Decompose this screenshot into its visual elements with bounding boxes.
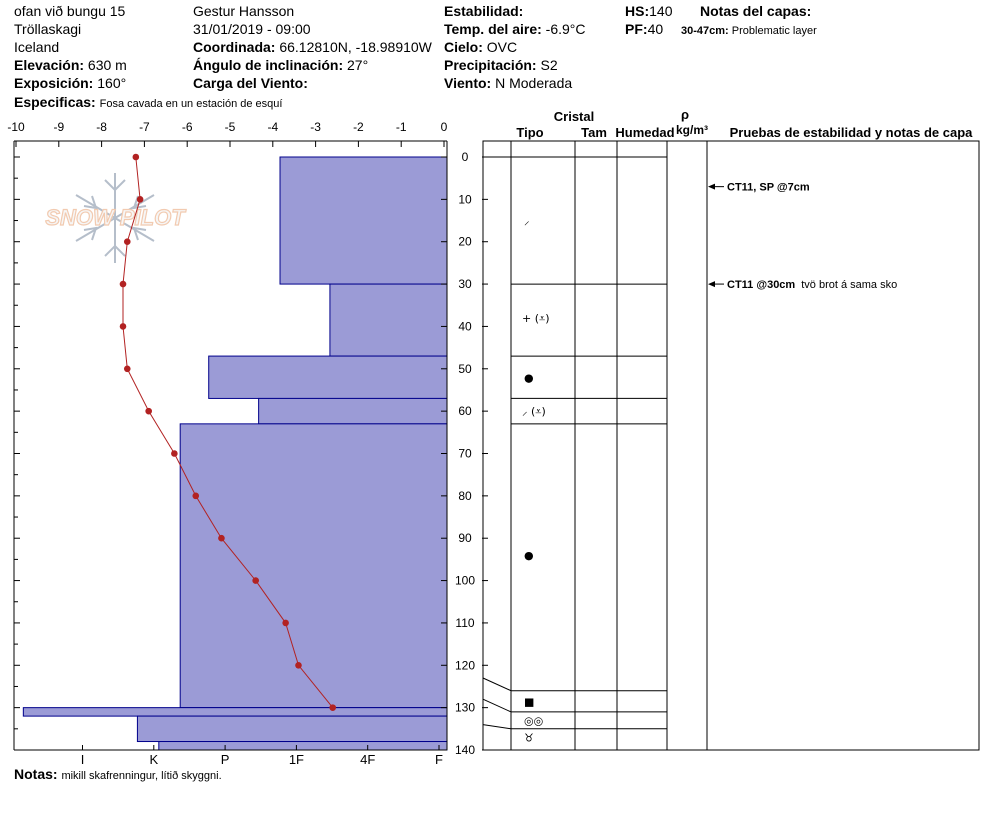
stability-test-label: CT11 @30cm — [727, 279, 796, 292]
specifics-value: Fosa cavada en un estación de esquí — [99, 98, 283, 110]
grain-type-symbol: ● — [524, 549, 534, 563]
elevation-value: 630 m — [87, 57, 127, 73]
grain-type-symbol: ⸝ (⩡) — [522, 405, 546, 419]
stability-test — [727, 279, 897, 291]
region-name: Tröllaskagi — [14, 21, 82, 37]
crystal-header: Cristal — [553, 109, 595, 124]
layer-note-range: 30-47cm: — [681, 25, 729, 37]
depth-tick-label: 60 — [458, 404, 472, 419]
site-name: ofan við bungu 15 — [14, 3, 126, 19]
hardness-label: F — [435, 752, 443, 767]
temperature-point — [295, 662, 302, 669]
temp-tick-label: -6 — [181, 120, 193, 134]
snowpilot-logo — [45, 173, 186, 263]
temp-tick-label: -1 — [395, 120, 407, 134]
wind-label: Viento: — [444, 75, 492, 91]
temperature-point — [218, 535, 225, 542]
observer-name: Gestur Hansson — [193, 3, 295, 19]
hardness-label: K — [149, 752, 159, 767]
wind-value: N Moderada — [495, 75, 573, 91]
hardness-bars — [23, 157, 447, 750]
temperature-point — [145, 408, 152, 415]
density-unit-header: kg/m³ — [675, 123, 709, 137]
hardness-bar — [159, 742, 447, 750]
hardness-bar — [180, 424, 447, 708]
depth-tick-label: 30 — [458, 277, 472, 292]
coordinates-label: Coordinada: — [193, 39, 276, 55]
hardness-bar — [23, 708, 447, 716]
temp-tick-label: -4 — [267, 120, 279, 134]
aspect-value: 160° — [97, 75, 127, 91]
air-temp-value: -6.9°C — [545, 21, 586, 37]
depth-tick-label: 50 — [458, 361, 472, 376]
hs-value: 140 — [649, 3, 673, 19]
hardness-bar — [209, 356, 447, 398]
size-header: Tam — [581, 125, 607, 140]
temp-tick-label: -10 — [7, 120, 25, 134]
depth-tick-label: 20 — [458, 234, 472, 249]
sky-label: Cielo: — [444, 39, 483, 55]
depth-tick-label: 40 — [458, 319, 472, 334]
temp-tick-label: -5 — [224, 120, 236, 134]
stability-test — [727, 182, 810, 194]
precip-value: S2 — [540, 57, 558, 73]
temperature-point — [124, 365, 131, 372]
depth-tick-label: 120 — [454, 658, 476, 673]
logo-text: SNOW PILOT — [45, 205, 185, 230]
temperature-point — [133, 154, 140, 161]
temperature-point — [329, 704, 336, 711]
type-header: Tipo — [516, 125, 544, 140]
hardness-label: I — [80, 752, 85, 767]
layer-table — [483, 141, 979, 750]
temperature-point — [120, 281, 127, 288]
temp-tick-label: 0 — [440, 120, 448, 134]
depth-tick-label: 90 — [458, 531, 472, 546]
moisture-header: Humedad — [615, 125, 675, 140]
depth-tick-label: 80 — [458, 488, 472, 503]
hardness-label: 1F — [288, 752, 304, 767]
air-temp-label: Temp. del aire: — [444, 21, 542, 37]
country-name: Iceland — [14, 39, 60, 55]
test-arrow-icon — [708, 281, 715, 287]
temp-tick-label: -8 — [96, 120, 107, 134]
pf-label: PF: — [625, 21, 648, 37]
depth-tick-label: 0 — [461, 150, 469, 164]
table-frame — [483, 141, 979, 750]
tests-header: Pruebas de estabilidad y notas de capa — [729, 125, 973, 140]
temperature-point — [124, 238, 131, 245]
temperature-point — [252, 577, 259, 584]
grain-type-symbol: ■ — [524, 695, 535, 709]
test-arrow-icon — [708, 184, 715, 190]
depth-tick-label: 70 — [458, 446, 472, 461]
temp-tick-label: -7 — [139, 120, 150, 134]
hs-label: HS: — [625, 3, 650, 19]
layer-notes-label: Notas del capas: — [700, 3, 812, 19]
depth-tick-label: 100 — [454, 573, 476, 588]
grain-type-symbol: ◎◎ — [524, 714, 544, 728]
rho-header: ρ — [680, 107, 690, 122]
temp-tick-label: -9 — [53, 120, 65, 134]
pf-value: 40 — [647, 21, 664, 37]
stability-label: Estabilidad: — [444, 3, 524, 19]
grain-type-symbol: ● — [524, 371, 534, 385]
stability-test-label: CT11, SP @7cm — [727, 181, 810, 194]
slope-label: Ángulo de inclinación: — [193, 57, 344, 73]
aspect-label: Exposición: — [14, 75, 94, 91]
hardness-bar — [137, 716, 447, 741]
layer-note-text: Problematic layer — [731, 25, 817, 37]
precip-label: Precipitación: — [444, 57, 537, 73]
hardness-label: 4F — [360, 752, 376, 767]
temperature-point — [120, 323, 127, 330]
coordinates-value: 66.12810N, -18.98910W — [279, 39, 432, 55]
wind-load-label: Carga del Viento: — [193, 75, 308, 91]
hardness-label: P — [220, 752, 230, 767]
temperature-point — [171, 450, 178, 457]
specifics-label: Especificas: — [14, 94, 96, 110]
notes-value: mikill skafrenningur, lítið skyggni. — [61, 770, 222, 782]
temperature-point — [192, 493, 199, 500]
notes-label: Notas: — [14, 766, 58, 782]
observation-datetime: 31/01/2019 - 09:00 — [193, 21, 311, 37]
slope-value: 27° — [347, 57, 369, 73]
grain-type-symbol: + (⩡) — [522, 311, 550, 325]
hardness-bar — [280, 157, 447, 284]
depth-tick-label: 130 — [454, 700, 476, 715]
sky-value: OVC — [486, 39, 518, 55]
elevation-label: Elevación: — [14, 57, 85, 73]
temp-tick-label: -3 — [310, 120, 321, 134]
grain-type-symbol: ⸝ — [524, 214, 530, 228]
hardness-bar — [259, 398, 447, 423]
temp-tick-label: -2 — [353, 120, 364, 134]
stability-test-note: tvö brot á sama sko — [801, 279, 898, 292]
depth-tick-label: 140 — [454, 743, 476, 757]
depth-tick-label: 10 — [458, 192, 472, 207]
depth-tick-label: 110 — [455, 615, 475, 630]
temperature-point — [282, 620, 289, 627]
grain-type-symbol: ♉ — [524, 731, 534, 745]
temperature-point — [137, 196, 144, 203]
hardness-bar — [330, 284, 447, 356]
